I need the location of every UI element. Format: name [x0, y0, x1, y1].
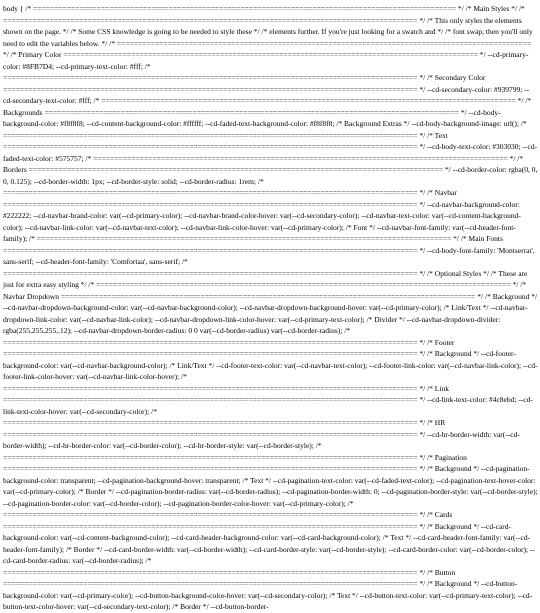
- raw-stylesheet-text: body { /* ==================================================================================================== */ /* Main Styles */ /* ================================================================================================== */ /* This only styles the elements shown on the page. */ /* Some CSS knowledge is going to be needed to style these */ /* elements further. If you're just looking for a swatch and */ /* font swap, then you'll only need to edit the variables below. */ /* ================================================================================================== */ /* Primary Color ================================================================================================== */ --cd-primary-color: #8FB7D4; --cd-primary-text-color: #fff; /* ================================================================================================== */ /* Secondary Color ================================================================================================== */ --cd-secondary-color: #939799; --cd-secondary-text-color: #fff; /* ================================================================================================== */ /* Backgrounds ================================================================================================== */ --cd-body-background-color: #f8f8f8; --cd-content-background-color: #ffffff; --cd-faded-text-background-color: #f8f8f8; /* Background Extras */ --cd-body-background-image: url(); /* ================================================================================================== */ /* Text ================================================================================================== */ --cd-body-text-color: #303030; --cd-faded-text-color: #575757; /* ================================================================================================== */ /* Borders ================================================================================================== */ --cd-border-color: rgba(0, 0, 0, 0.125); --cd-border-width: 1px; --cd-border-style: solid; --cd-border-radius: 1rem; /* ================================================================================================== */ /* Navbar ================================================================================================== */ --cd-navbar-background-color: #222222; --cd-navbar-brand-color: var(--cd-primary-color); --cd-navbar-brand-color-hover: var(--cd-secondary-color); --cd-navbar-text-color: var(--cd-content-background-color); --cd-navbar-link-color: var(--cd-navbar-text-color); --cd-navbar-link-color-hover: var(--cd-primary-color); /* Font */ --cd-navbar-font-family: var(--cd-header-font-family); /* ================================================================================================== */ /* Main Fonts ================================================================================================== */ --cd-body-font-family: 'Montserrat', sans-serif; --cd-header-font-family: 'Comfortaa', sans-serif; /* ================================================================================================== */ /* Optional Styles */ /* These are just for extra easy styling */ /* ================================================================================================== */ /* Navbar Dropdown ================================================================================================== */ /* Background */ --cd-navbar-dropdown-background-color: var(--cd-navbar-background-color); --cd-navbar-dropdown-background-hover: var(--cd-primary-color); /* Link/Text */ --cd-navbar-dropdown-link-color: var(--cd-navbar-link-color); --cd-navbar-dropdown-link-color-hover: var(--cd-primary-text-color); /* Divider */ --cd-navbar-dropdown-divider: rgba(255,255,255,.12); --cd-navbar-dropdown-border-radius: 0 0 var(--cd-border-radius) var(--cd-border-radius); /* ================================================================================================== */ /* Footer ================================================================================================== */ /* Background */ --cd-footer-background-color: var(--cd-navbar-background-color); /* Link/Text */ --cd-footer-text-color: var(--cd-navbar-text-color); --cd-footer-link-color: var(--cd-navbar-link-color); --cd-footer-link-color-hover: var(--cd-navbar-link-color-hover); /* ================================================================================================== */ /* Link ================================================================================================== */ --cd-link-text-color: #4c8ebd; --cd-link-text-color-hover: var(--cd-secondary-color); /* ================================================================================================== */ /* HR ================================================================================================== */ --cd-hr-border-width: var(--cd-border-width); --cd-hr-border-color: var(--cd-border-color); --cd-hr-border-style: var(--cd-border-style); /* ================================================================================================== */ /* Pagination ================================================================================================== */ /* Background */ --cd-pagination-background-color: transparent; --cd-pagination-background-hover: transparent; /* Text */ --cd-pagination-text-color: var(--cd-faded-text-color); --cd-pagination-text-hover-color: var(--cd-primary-color); /* Border */ --cd-pagination-border-radius: var(--cd-border-radius); --cd-pagination-border-width: 0; --cd-pagination-border-style: var(--cd-border-style); --cd-pagination-border-color: var(--cd-border-color); --cd-pagination-border-color-hover: var(--cd-primary-color); /* ================================================================================================== */ /* Cards ================================================================================================== */ /* Background */ --cd-card-background-color: var(--cd-content-background-color); --cd-card-header-background-color: var(--cd-card-background-color); /* Text */ --cd-card-header-font-family: var(--cd-header-font-family); /* Border */ --cd-card-border-width: var(--cd-border-width); --cd-card-border-style: var(--cd-border-style); --cd-card-border-color: var(--cd-border-color); --cd-card-border-radius: var(--cd-border-radius); /* ================================================================================================== */ /* Button ================================================================================================== */ /* Background */ --cd-button-background-color: var(--cd-primary-color); --cd-button-background-color-hover: var(--cd-secondary-color); /* Text */ --cd-button-text-color: var(--cd-primary-text-color); --cd-button-text-color-hover: var(--cd-secondary-text-color); /* Border */ --cd-button-border-: [3, 4, 538, 611]
